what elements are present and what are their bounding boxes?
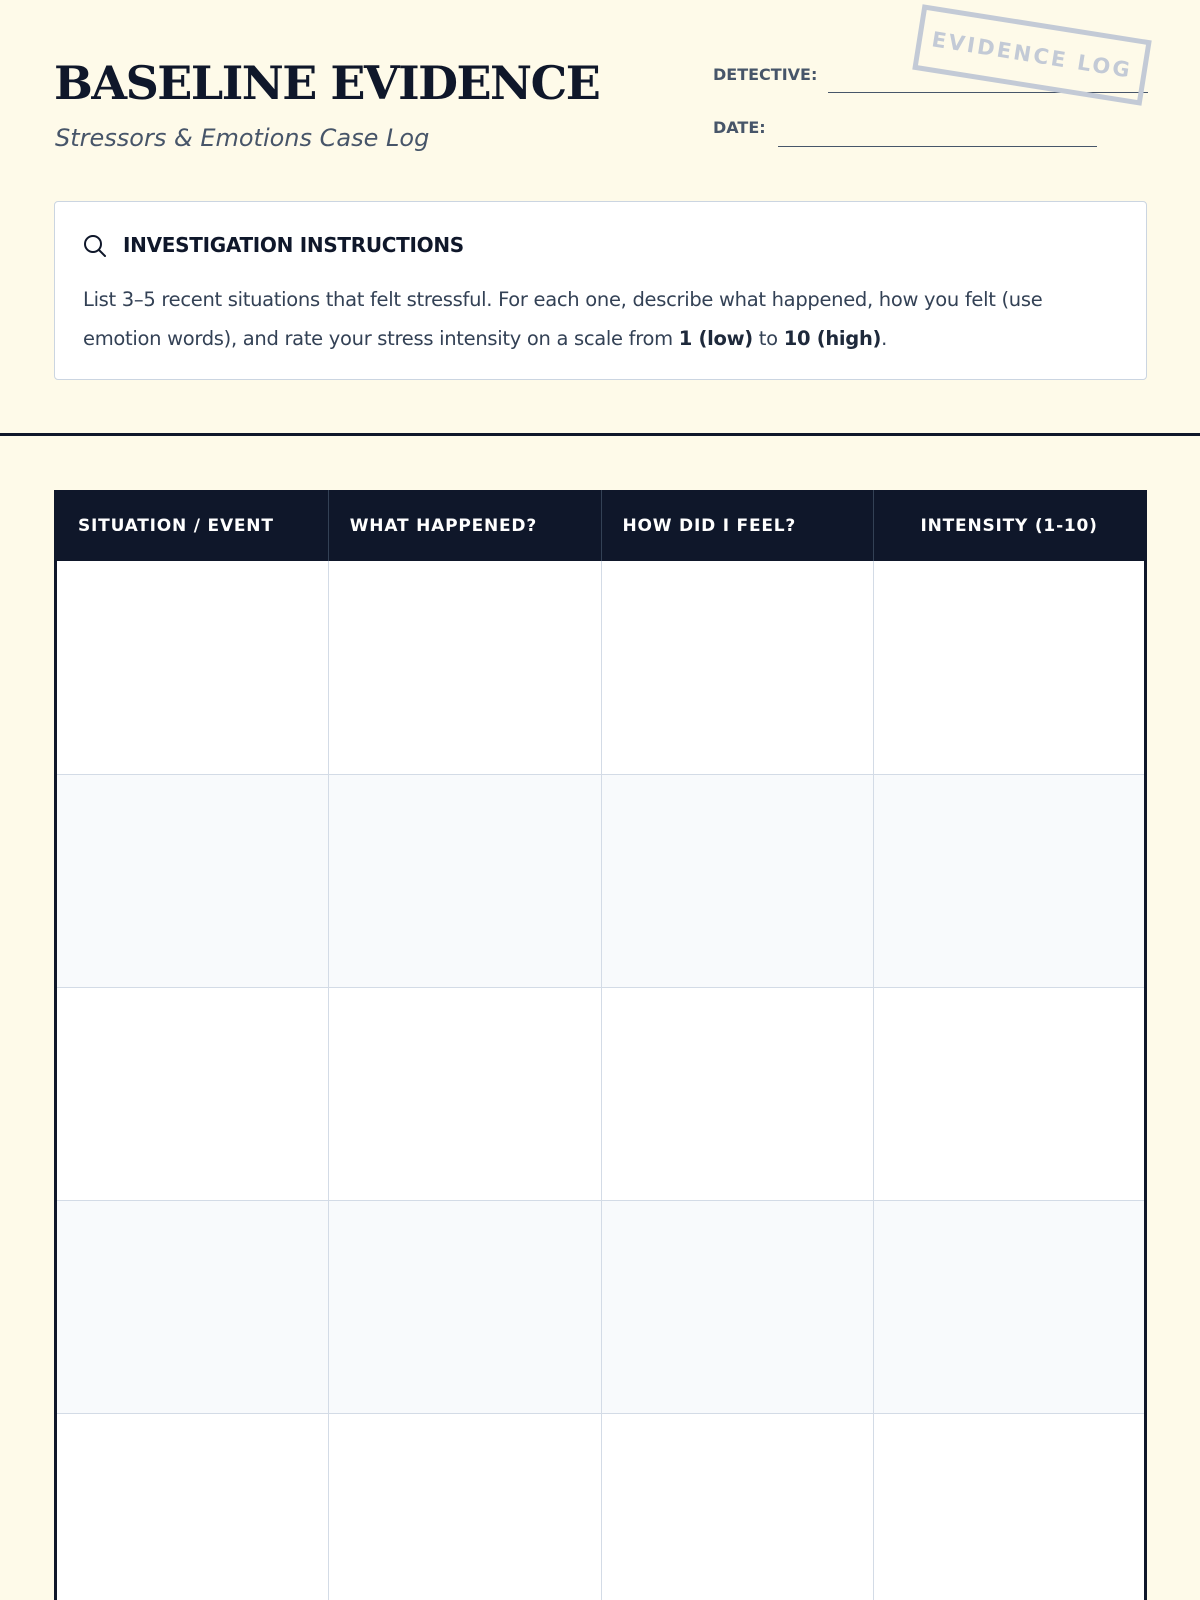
what-happened-cell[interactable]	[328, 561, 601, 774]
worksheet-header	[0, 0, 1200, 435]
section-divider	[0, 433, 1200, 436]
search-icon	[83, 234, 107, 258]
what-happened-cell[interactable]	[328, 774, 601, 987]
what-happened-cell[interactable]	[328, 1200, 601, 1413]
situation-cell[interactable]	[56, 1413, 329, 1600]
feelings-cell[interactable]	[601, 1413, 874, 1600]
feelings-cell[interactable]	[601, 1200, 874, 1413]
scale-high: 10 (high)	[783, 327, 882, 350]
column-header-what-happened: WHAT HAPPENED?	[328, 490, 601, 561]
table-row	[56, 987, 1146, 1200]
instructions-text-end: .	[881, 327, 888, 350]
instructions-title: INVESTIGATION INSTRUCTIONS	[123, 233, 464, 257]
table-row	[56, 1413, 1146, 1600]
column-header-intensity: INTENSITY (1-10)	[874, 490, 1146, 561]
intensity-cell[interactable]	[874, 1200, 1146, 1413]
instructions-text-to: to	[752, 327, 784, 350]
situation-cell[interactable]	[56, 774, 329, 987]
situation-cell[interactable]	[56, 561, 329, 774]
column-header-feelings: HOW DID I FEEL?	[601, 490, 874, 561]
table-header-row	[56, 490, 1146, 561]
intensity-cell[interactable]	[874, 1413, 1146, 1600]
date-field[interactable]	[778, 146, 1097, 147]
intensity-cell[interactable]	[874, 774, 1146, 987]
column-header-situation: SITUATION / EVENT	[56, 490, 329, 561]
what-happened-cell[interactable]	[328, 1413, 601, 1600]
evidence-table	[54, 490, 1147, 1600]
situation-cell[interactable]	[56, 987, 329, 1200]
feelings-cell[interactable]	[601, 561, 874, 774]
detective-label: DETECTIVE:	[713, 65, 818, 84]
evidence-log-stamp: EVIDENCE LOG	[912, 4, 1151, 105]
page-subtitle: Stressors & Emotions Case Log	[55, 124, 430, 152]
instructions-box	[54, 201, 1147, 380]
page-title: BASELINE EVIDENCE	[54, 56, 600, 110]
table-row	[56, 1200, 1146, 1413]
feelings-cell[interactable]	[601, 987, 874, 1200]
scale-low: 1 (low)	[678, 327, 753, 350]
instructions-text-main: List 3–5 recent situations that felt stressful. For each one, describe what happened, how you felt (use emotion words), and rate your stress intensity on a scale from	[83, 288, 1043, 350]
instructions-text	[83, 280, 1123, 358]
intensity-cell[interactable]	[874, 561, 1146, 774]
date-label: DATE:	[713, 118, 766, 137]
feelings-cell[interactable]	[601, 774, 874, 987]
table-row	[56, 561, 1146, 774]
intensity-cell[interactable]	[874, 987, 1146, 1200]
what-happened-cell[interactable]	[328, 987, 601, 1200]
situation-cell[interactable]	[56, 1200, 329, 1413]
table-row	[56, 774, 1146, 987]
